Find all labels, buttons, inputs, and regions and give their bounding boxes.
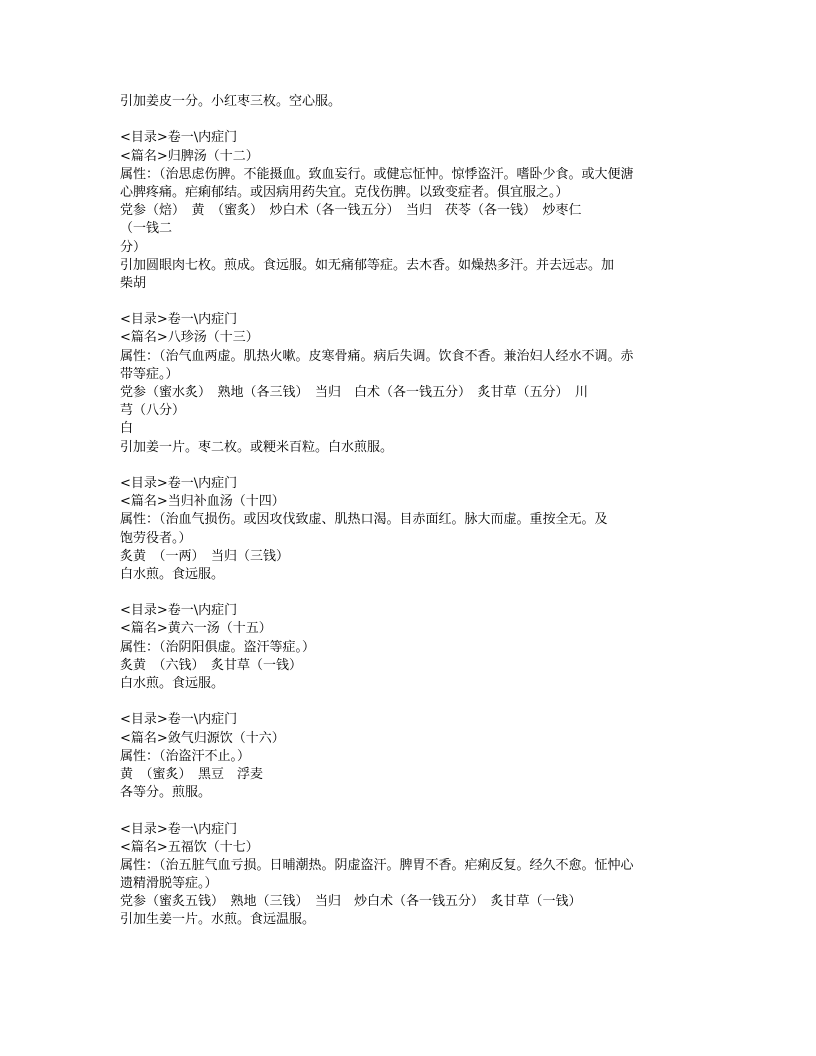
text-line: 芎（八分） bbox=[120, 403, 186, 419]
text-line: <目录>卷一\内症门 bbox=[120, 821, 238, 837]
text-line: <篇名>敛气归源饮（十六） bbox=[120, 730, 285, 746]
text-line: 白 bbox=[120, 421, 134, 437]
text-line: <篇名>八珍汤（十三） bbox=[120, 330, 259, 346]
text-line: <目录>卷一\内症门 bbox=[120, 712, 238, 728]
text-line: 属性：（治盗汗不止。） bbox=[120, 748, 251, 764]
text-line: <篇名>五福饮（十七） bbox=[120, 839, 259, 855]
text-line: 属性：（治阴阳俱虚。盗汗等症。） bbox=[120, 639, 316, 655]
text-line: 遗精滑脱等症。） bbox=[120, 876, 218, 892]
text-line: 带等症。） bbox=[120, 366, 179, 382]
text-line: <目录>卷一\内症门 bbox=[120, 312, 238, 328]
document-page bbox=[120, 93, 680, 930]
text-line: 饱劳役者。） bbox=[120, 530, 192, 546]
text-line: 炙黄 （一两） 当归（三钱） bbox=[120, 548, 290, 564]
text-line: 白水煎。食远服。 bbox=[120, 676, 225, 691]
text-line: 白水煎。食远服。 bbox=[120, 566, 225, 582]
text-line: 引加姜皮一分。小红枣三枚。空心服。 bbox=[120, 94, 342, 109]
blank-line bbox=[120, 111, 680, 129]
text-line: <篇名>当归补血汤（十四） bbox=[120, 494, 285, 510]
blank-line bbox=[120, 584, 680, 602]
text-line: <目录>卷一\内症门 bbox=[120, 475, 238, 491]
text-line: 柴胡 bbox=[120, 275, 147, 291]
text-line: 各等分。煎服。 bbox=[120, 785, 212, 801]
text-line: 属性：（治血气损伤。或因攻伐致虚、肌热口渴。目赤面红。脉大而虚。重按全无。及 bbox=[120, 512, 608, 528]
text-line: 党参（蜜炙五钱） 熟地（三钱） 当归 炒白术（各一钱五分） 炙甘草（一钱） bbox=[120, 894, 582, 910]
text-line: <篇名>归脾汤（十二） bbox=[120, 148, 259, 164]
text-line: 属性：（治气血两虚。肌热火嗽。皮寒骨痛。病后失调。饮食不香。兼治妇人经水不调。赤 bbox=[120, 348, 634, 364]
text-line: 引加生姜一片。水煎。食远温服。 bbox=[120, 912, 316, 928]
text-line: 黄 （蜜炙） 黑豆 浮麦 bbox=[120, 766, 264, 782]
text-line: <目录>卷一\内症门 bbox=[120, 603, 238, 619]
text-line: <篇名>黄六一汤（十五） bbox=[120, 621, 272, 637]
text-line: 党参（蜜水炙） 熟地（各三钱） 当归 白术（各一钱五分） 炙甘草（五分） 川 bbox=[120, 385, 589, 400]
blank-line bbox=[120, 693, 680, 711]
text-line: 属性：（治思虑伤脾。不能摄血。致血妄行。或健忘怔忡。惊悸盗汗。嗜卧少食。或大便溏 bbox=[120, 166, 634, 182]
text-line: 炙黄 （六钱） 炙甘草（一钱） bbox=[120, 657, 303, 673]
text-line: 心脾疼痛。疟痢郁结。或因病用药失宜。克伐伤脾。以致变症者。俱宜服之。） bbox=[120, 184, 569, 200]
text-line: 属性：（治五脏气血亏损。日晡潮热。阴虚盗汗。脾胃不香。疟痢反复。经久不愈。怔忡心 bbox=[120, 857, 634, 873]
text-line: 分） bbox=[120, 239, 147, 255]
text-line: 引加姜一片。枣二枚。或粳米百粒。白水煎服。 bbox=[120, 439, 394, 455]
text-line: 党参（焙） 黄 （蜜炙） 炒白术（各一钱五分） 当归 茯苓（各一钱） 炒枣仁 bbox=[120, 203, 582, 219]
text-line: 引加圆眼肉七枚。煎成。食远服。如无痛郁等症。去木香。如燥热多汗。并去远志。加 bbox=[120, 257, 615, 273]
blank-line bbox=[120, 293, 680, 311]
text-line: <目录>卷一\内症门 bbox=[120, 130, 238, 146]
text-line: （一钱二 bbox=[120, 221, 173, 237]
blank-line bbox=[120, 457, 680, 475]
blank-line bbox=[120, 802, 680, 820]
